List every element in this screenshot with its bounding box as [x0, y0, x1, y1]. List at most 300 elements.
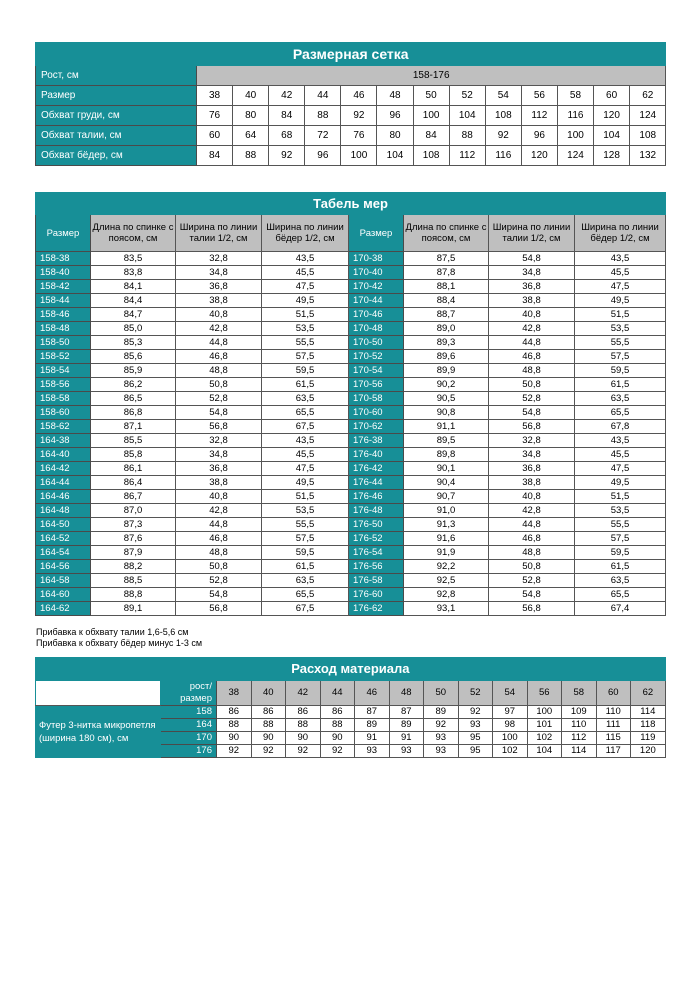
size-grid-cell: 96: [377, 106, 413, 126]
size-grid-cell: 46: [341, 86, 377, 106]
measure-cell: 42,8: [489, 322, 575, 336]
fabric-label: Футер 3-нитка микропетля (ширина 180 см), см: [36, 706, 161, 758]
measure-cell: 40,8: [176, 308, 262, 322]
size-code: 158-58: [36, 392, 91, 406]
consumption-cell: 91: [389, 732, 424, 745]
measure-cell: 67,5: [262, 602, 349, 616]
size-grid-cell: 92: [485, 126, 521, 146]
measure-cell: 67,4: [575, 602, 666, 616]
measure-cell: 54,8: [176, 588, 262, 602]
measure-cell: 38,8: [176, 476, 262, 490]
measure-cell: 67,5: [262, 420, 349, 434]
size-code: 158-52: [36, 350, 91, 364]
measure-row: [36, 420, 666, 434]
size-grid-cell: 100: [557, 126, 593, 146]
measure-cell: 85,5: [91, 434, 176, 448]
measure-row: [36, 364, 666, 378]
row-label: Обхват талии, см: [36, 126, 197, 146]
measure-cell: 92,2: [404, 560, 489, 574]
consumption-cell: 95: [458, 745, 493, 758]
measure-cell: 44,8: [489, 336, 575, 350]
size-header: 58: [562, 681, 597, 706]
consumption-cell: 92: [217, 745, 252, 758]
measure-cell: 92,8: [404, 588, 489, 602]
measure-cell: 86,4: [91, 476, 176, 490]
measure-cell: 63,5: [575, 392, 666, 406]
measure-cell: 47,5: [575, 462, 666, 476]
consumption-cell: 90: [286, 732, 321, 745]
header-hip-width-left: Ширина по линии бёдер 1/2, см: [262, 215, 349, 252]
size-code: 164-58: [36, 574, 91, 588]
measure-cell: 89,1: [91, 602, 176, 616]
measure-cell: 90,4: [404, 476, 489, 490]
measure-cell: 38,8: [489, 476, 575, 490]
measure-row: [36, 336, 666, 350]
measure-cell: 88,7: [404, 308, 489, 322]
measure-cell: 90,8: [404, 406, 489, 420]
measure-cell: 89,3: [404, 336, 489, 350]
measure-cell: 48,8: [489, 364, 575, 378]
size-grid-cell: 112: [449, 146, 485, 166]
measure-row: [36, 560, 666, 574]
size-grid-cell: 120: [594, 106, 630, 126]
consumption-cell: 104: [527, 745, 562, 758]
size-header: 62: [631, 681, 666, 706]
size-code: 170-54: [349, 364, 404, 378]
size-code: 158-56: [36, 378, 91, 392]
measure-cell: 61,5: [262, 560, 349, 574]
measure-cell: 51,5: [575, 490, 666, 504]
consumption-cell: 92: [458, 706, 493, 719]
measure-cell: 57,5: [262, 350, 349, 364]
measure-cell: 54,8: [489, 588, 575, 602]
consumption-cell: 90: [251, 732, 286, 745]
measure-cell: 34,8: [176, 448, 262, 462]
size-header: 44: [320, 681, 355, 706]
measure-row: [36, 434, 666, 448]
measure-cell: 55,5: [575, 336, 666, 350]
measure-cell: 93,1: [404, 602, 489, 616]
size-code: 170-38: [349, 252, 404, 266]
size-code: 170-40: [349, 266, 404, 280]
consumption-cell: 114: [631, 706, 666, 719]
size-grid-cell: 84: [269, 106, 305, 126]
measure-cell: 43,5: [575, 434, 666, 448]
size-code: 158-48: [36, 322, 91, 336]
measure-cell: 61,5: [575, 378, 666, 392]
measure-row: [36, 266, 666, 280]
size-grid-cell: 56: [521, 86, 557, 106]
measure-cell: 84,7: [91, 308, 176, 322]
measure-cell: 53,5: [262, 322, 349, 336]
measure-cell: 57,5: [575, 532, 666, 546]
measure-cell: 47,5: [575, 280, 666, 294]
measure-cell: 54,8: [176, 406, 262, 420]
height-value: 176: [161, 745, 217, 758]
measure-cell: 44,8: [489, 518, 575, 532]
size-grid-cell: 76: [341, 126, 377, 146]
measure-cell: 46,8: [176, 532, 262, 546]
measure-row: [36, 308, 666, 322]
size-grid-cell: 72: [305, 126, 341, 146]
measure-cell: 46,8: [489, 350, 575, 364]
consumption-cell: 115: [596, 732, 631, 745]
size-grid-cell: 64: [233, 126, 269, 146]
size-code: 170-46: [349, 308, 404, 322]
measure-row: [36, 280, 666, 294]
header-waist-width-left: Ширина по линии талии 1/2, см: [176, 215, 262, 252]
size-grid-row: [36, 86, 666, 106]
size-code: 164-46: [36, 490, 91, 504]
size-header: 48: [389, 681, 424, 706]
size-grid-cell: 62: [630, 86, 666, 106]
size-grid-cell: 54: [485, 86, 521, 106]
measure-cell: 54,8: [489, 252, 575, 266]
consumption-cell: 98: [493, 719, 528, 732]
measure-cell: 61,5: [575, 560, 666, 574]
measure-cell: 90,7: [404, 490, 489, 504]
measure-cell: 50,8: [176, 378, 262, 392]
measure-cell: 88,4: [404, 294, 489, 308]
consumption-cell: 90: [217, 732, 252, 745]
size-grid-cell: 84: [413, 126, 449, 146]
consumption-cell: 92: [251, 745, 286, 758]
measure-cell: 43,5: [262, 434, 349, 448]
size-grid-cell: 68: [269, 126, 305, 146]
size-code: 176-40: [349, 448, 404, 462]
measure-cell: 87,6: [91, 532, 176, 546]
consumption-cell: 93: [424, 745, 459, 758]
size-code: 176-54: [349, 546, 404, 560]
measure-cell: 63,5: [262, 392, 349, 406]
size-header: 42: [286, 681, 321, 706]
consumption-cell: 86: [251, 706, 286, 719]
size-code: 164-60: [36, 588, 91, 602]
measure-cell: 49,5: [262, 476, 349, 490]
measure-cell: 46,8: [176, 350, 262, 364]
measure-cell: 38,8: [489, 294, 575, 308]
measure-cell: 43,5: [262, 252, 349, 266]
measure-cell: 83,8: [91, 266, 176, 280]
consumption-row: [36, 706, 666, 719]
size-grid-cell: 44: [305, 86, 341, 106]
measure-cell: 85,9: [91, 364, 176, 378]
size-header: 52: [458, 681, 493, 706]
height-label: Рост, см: [36, 66, 197, 86]
consumption-cell: 87: [355, 706, 390, 719]
consumption-header-row: [36, 681, 666, 706]
measure-cell: 61,5: [262, 378, 349, 392]
measure-cell: 51,5: [262, 308, 349, 322]
measure-cell: 32,8: [489, 434, 575, 448]
measure-cell: 52,8: [489, 574, 575, 588]
measure-cell: 65,5: [575, 406, 666, 420]
consumption-cell: 97: [493, 706, 528, 719]
consumption-cell: 114: [562, 745, 597, 758]
height-value: 164: [161, 719, 217, 732]
consumption-title: Расход материала: [36, 658, 666, 681]
size-grid-cell: 88: [449, 126, 485, 146]
consumption-cell: 118: [631, 719, 666, 732]
consumption-cell: 88: [217, 719, 252, 732]
measure-cell: 40,8: [489, 308, 575, 322]
measure-cell: 36,8: [489, 462, 575, 476]
measure-row: [36, 490, 666, 504]
size-code: 158-40: [36, 266, 91, 280]
measure-cell: 90,5: [404, 392, 489, 406]
size-grid-row: [36, 126, 666, 146]
measure-row: [36, 252, 666, 266]
measure-cell: 36,8: [489, 280, 575, 294]
measure-cell: 89,0: [404, 322, 489, 336]
size-code: 170-62: [349, 420, 404, 434]
measure-cell: 65,5: [575, 588, 666, 602]
size-code: 176-60: [349, 588, 404, 602]
measure-cell: 87,5: [404, 252, 489, 266]
size-code: 164-54: [36, 546, 91, 560]
consumption-cell: 102: [493, 745, 528, 758]
size-grid-cell: 100: [413, 106, 449, 126]
size-grid-cell: 120: [521, 146, 557, 166]
measure-cell: 88,2: [91, 560, 176, 574]
measure-cell: 89,9: [404, 364, 489, 378]
size-code: 164-52: [36, 532, 91, 546]
size-header: 50: [424, 681, 459, 706]
size-grid-cell: 88: [305, 106, 341, 126]
measure-cell: 87,0: [91, 504, 176, 518]
measure-row: [36, 392, 666, 406]
measure-cell: 85,6: [91, 350, 176, 364]
size-code: 158-50: [36, 336, 91, 350]
measure-cell: 49,5: [575, 294, 666, 308]
size-grid-cell: 88: [233, 146, 269, 166]
consumption-blank: [36, 681, 161, 706]
size-code: 176-48: [349, 504, 404, 518]
measure-cell: 44,8: [176, 518, 262, 532]
size-code: 176-46: [349, 490, 404, 504]
measure-cell: 36,8: [176, 462, 262, 476]
measure-cell: 87,1: [91, 420, 176, 434]
size-grid-title: Размерная сетка: [36, 43, 666, 66]
measure-cell: 44,8: [176, 336, 262, 350]
measure-table-title: Табель мер: [36, 193, 666, 215]
size-code: 170-52: [349, 350, 404, 364]
size-grid-cell: 50: [413, 86, 449, 106]
note-waist-allowance: Прибавка к обхвату талии 1,6-5,6 см: [36, 627, 189, 637]
measure-cell: 59,5: [262, 546, 349, 560]
size-code: 176-58: [349, 574, 404, 588]
measure-cell: 63,5: [575, 574, 666, 588]
measure-row: [36, 322, 666, 336]
measure-cell: 86,7: [91, 490, 176, 504]
size-grid-cell: 42: [269, 86, 305, 106]
size-code: 164-38: [36, 434, 91, 448]
measure-cell: 47,5: [262, 462, 349, 476]
measure-row: [36, 378, 666, 392]
measure-cell: 47,5: [262, 280, 349, 294]
size-grid-cell: 108: [485, 106, 521, 126]
size-header: 46: [355, 681, 390, 706]
size-code: 158-46: [36, 308, 91, 322]
measure-cell: 85,3: [91, 336, 176, 350]
consumption-cell: 91: [355, 732, 390, 745]
size-code: 176-44: [349, 476, 404, 490]
size-grid-cell: 48: [377, 86, 413, 106]
measure-table: [35, 192, 666, 616]
measure-cell: 86,8: [91, 406, 176, 420]
header-size-right: Размер: [349, 215, 404, 252]
row-label: Размер: [36, 86, 197, 106]
size-grid-cell: 58: [557, 86, 593, 106]
size-code: 176-50: [349, 518, 404, 532]
measure-cell: 42,8: [176, 322, 262, 336]
size-code: 176-52: [349, 532, 404, 546]
consumption-table: [35, 657, 666, 758]
size-grid-cell: 52: [449, 86, 485, 106]
measure-cell: 86,1: [91, 462, 176, 476]
measure-row: [36, 448, 666, 462]
measure-cell: 40,8: [489, 490, 575, 504]
size-grid-cell: 92: [269, 146, 305, 166]
consumption-cell: 92: [286, 745, 321, 758]
measure-cell: 84,4: [91, 294, 176, 308]
consumption-cell: 93: [355, 745, 390, 758]
measure-cell: 56,8: [176, 420, 262, 434]
size-grid-cell: 124: [630, 106, 666, 126]
consumption-cell: 100: [527, 706, 562, 719]
measure-cell: 91,9: [404, 546, 489, 560]
height-value: 158: [161, 706, 217, 719]
header-waist-width-right: Ширина по линии талии 1/2, см: [489, 215, 575, 252]
measure-cell: 52,8: [489, 392, 575, 406]
height-range: 158-176: [197, 66, 666, 86]
size-grid-cell: 132: [630, 146, 666, 166]
size-grid-cell: 104: [594, 126, 630, 146]
measure-cell: 57,5: [262, 532, 349, 546]
measure-cell: 32,8: [176, 252, 262, 266]
measure-cell: 56,8: [489, 602, 575, 616]
consumption-cell: 100: [493, 732, 528, 745]
consumption-cell: 109: [562, 706, 597, 719]
measure-cell: 52,8: [176, 392, 262, 406]
size-grid-cell: 76: [197, 106, 233, 126]
measure-cell: 42,8: [176, 504, 262, 518]
size-grid-cell: 96: [305, 146, 341, 166]
measure-cell: 55,5: [262, 336, 349, 350]
measure-row: [36, 350, 666, 364]
measure-cell: 91,6: [404, 532, 489, 546]
measure-cell: 59,5: [575, 364, 666, 378]
measure-cell: 53,5: [575, 504, 666, 518]
size-grid-cell: 112: [521, 106, 557, 126]
measure-cell: 90,2: [404, 378, 489, 392]
measure-cell: 88,8: [91, 588, 176, 602]
measure-cell: 51,5: [262, 490, 349, 504]
measure-cell: 86,5: [91, 392, 176, 406]
measure-row: [36, 476, 666, 490]
consumption-cell: 86: [320, 706, 355, 719]
size-code: 164-56: [36, 560, 91, 574]
measure-cell: 87,9: [91, 546, 176, 560]
measure-cell: 67,8: [575, 420, 666, 434]
measure-cell: 83,5: [91, 252, 176, 266]
measure-cell: 91,1: [404, 420, 489, 434]
measure-cell: 56,8: [489, 420, 575, 434]
size-header: 38: [217, 681, 252, 706]
measure-cell: 56,8: [176, 602, 262, 616]
consumption-cell: 86: [286, 706, 321, 719]
size-grid-table: [35, 42, 666, 166]
row-label: Обхват бёдер, см: [36, 146, 197, 166]
measure-cell: 53,5: [262, 504, 349, 518]
size-code: 170-58: [349, 392, 404, 406]
size-code: 170-60: [349, 406, 404, 420]
consumption-cell: 93: [389, 745, 424, 758]
measure-cell: 40,8: [176, 490, 262, 504]
measure-cell: 46,8: [489, 532, 575, 546]
measure-cell: 34,8: [176, 266, 262, 280]
measure-cell: 86,2: [91, 378, 176, 392]
measure-cell: 59,5: [575, 546, 666, 560]
consumption-cell: 92: [424, 719, 459, 732]
size-grid-cell: 80: [377, 126, 413, 146]
measure-cell: 65,5: [262, 406, 349, 420]
measure-cell: 45,5: [262, 448, 349, 462]
size-grid-cell: 116: [485, 146, 521, 166]
size-grid-cell: 108: [630, 126, 666, 146]
size-header: 54: [493, 681, 528, 706]
consumption-cell: 110: [596, 706, 631, 719]
measure-row: [36, 294, 666, 308]
measure-cell: 54,8: [489, 406, 575, 420]
size-code: 176-38: [349, 434, 404, 448]
measure-cell: 48,8: [176, 364, 262, 378]
measure-cell: 85,8: [91, 448, 176, 462]
consumption-cell: 102: [527, 732, 562, 745]
header-size-left: Размер: [36, 215, 91, 252]
measure-cell: 88,1: [404, 280, 489, 294]
measure-cell: 36,8: [176, 280, 262, 294]
consumption-cell: 93: [458, 719, 493, 732]
size-grid-row: [36, 146, 666, 166]
consumption-cell: 95: [458, 732, 493, 745]
consumption-cell: 93: [424, 732, 459, 745]
size-grid-cell: 104: [449, 106, 485, 126]
size-code: 170-42: [349, 280, 404, 294]
measure-cell: 89,5: [404, 434, 489, 448]
size-grid-cell: 108: [413, 146, 449, 166]
measure-cell: 57,5: [575, 350, 666, 364]
measure-cell: 50,8: [489, 378, 575, 392]
measure-cell: 91,3: [404, 518, 489, 532]
size-code: 176-56: [349, 560, 404, 574]
measure-cell: 49,5: [575, 476, 666, 490]
measure-cell: 92,5: [404, 574, 489, 588]
consumption-cell: 117: [596, 745, 631, 758]
measure-cell: 34,8: [489, 266, 575, 280]
size-grid-cell: 100: [341, 146, 377, 166]
consumption-cell: 89: [389, 719, 424, 732]
measure-cell: 52,8: [176, 574, 262, 588]
measure-row: [36, 518, 666, 532]
size-grid-cell: 60: [197, 126, 233, 146]
consumption-cell: 110: [562, 719, 597, 732]
measure-cell: 89,6: [404, 350, 489, 364]
measure-cell: 63,5: [262, 574, 349, 588]
size-code: 158-54: [36, 364, 91, 378]
size-code: 164-42: [36, 462, 91, 476]
measure-cell: 55,5: [262, 518, 349, 532]
